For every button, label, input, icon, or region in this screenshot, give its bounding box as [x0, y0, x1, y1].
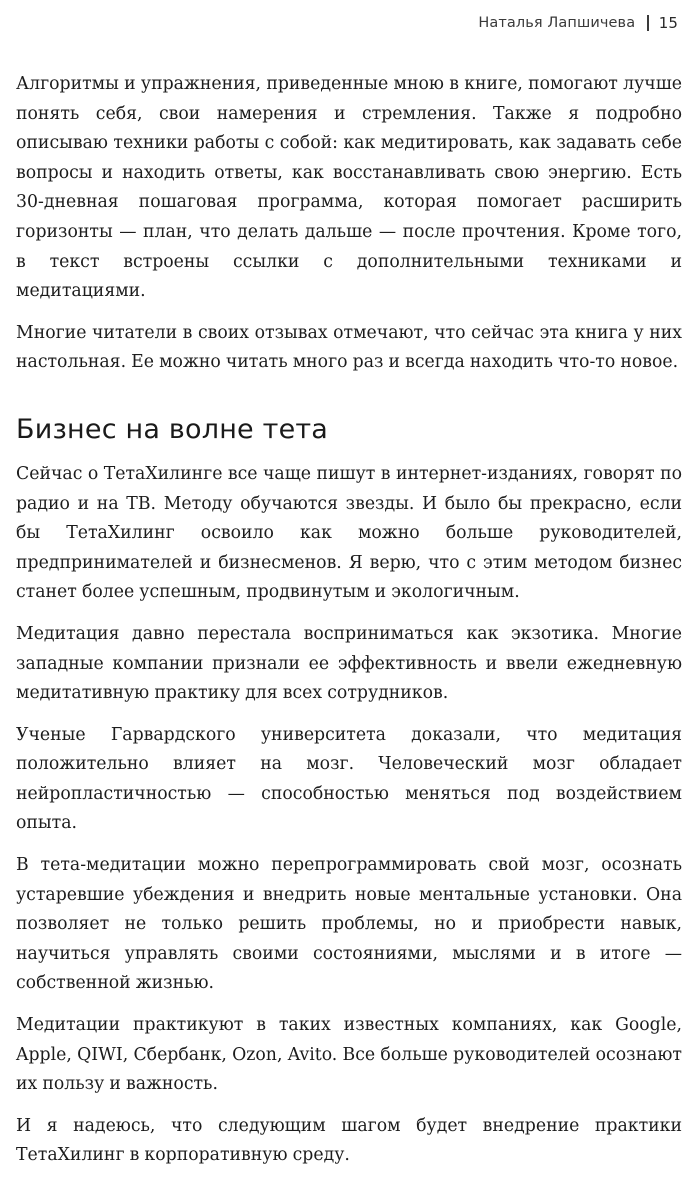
body-paragraph: Многие читатели в своих отзывах отмечают, что сейчас эта книга у них настольная. Ее можно читать много раз и всегда находить что-то новое.: [16, 322, 682, 373]
body-paragraph: Медитации практикуют в таких известных компаниях, как Google, Apple, QIWI, Сбербанк, Ozon, Avito. Все больше руководителей осознают их пользу и важность.: [16, 1015, 682, 1095]
body-paragraph: Ученые Гарвардского университета доказали, что медитация положительно влияет на мозг. Человеческий мозг обладает нейропластичностью — способностью меняться под воздействием опыта.: [16, 724, 682, 834]
body-paragraph: В тета-медитации можно перепрограммировать свой мозг, осознать устаревшие убеждения и внедрить новые ментальные установки. Она позволяет не только решить проблемы, но и приобрести навык, научиться управлять своими состояниями, мыслями и в итоге — собственной жизнью.: [16, 855, 682, 994]
body-paragraph: И я надеюсь, что следующим шагом будет внедрение практики ТетаХилинг в корпоративную среду.: [16, 1115, 682, 1166]
author-name: Наталья Лапшичева: [478, 15, 636, 31]
page-body: [16, 70, 682, 1183]
running-header: [478, 14, 678, 32]
page-number: 15: [658, 14, 678, 32]
body-paragraph: Алгоритмы и упражнения, приведенные мною в книге, помогают лучше понять себя, свои намерения и стремления. Также я подробно описываю техники работы с собой: как медитировать, как задавать себе вопросы и находить ответы, как восстанавливать свою энергию. Есть 30-дневная пошаговая программа, которая помогает расширить горизонты — план, что делать дальше — после прочтения. Кроме того, в текст встроены ссылки с дополнительными техниками и медитациями.: [16, 74, 682, 302]
header-divider: [647, 15, 649, 31]
body-paragraph: Сейчас о ТетаХилинге все чаще пишут в интернет-изданиях, говорят по радио и на ТВ. Методу обучаются звезды. И было бы прекрасно, если бы ТетаХилинг освоило как можно больше руководителей, предпринимателей и бизнесменов. Я верю, что с этим методом бизнес станет более успешным, продвинутым и экологичным.: [16, 463, 682, 603]
body-paragraph: Медитация давно перестала восприниматься как экзотика. Многие западные компании признали ее эффективность и ввели ежедневную медитативную практику для всех сотрудников.: [16, 623, 682, 704]
section-heading: Бизнес на волне тета: [16, 413, 329, 445]
